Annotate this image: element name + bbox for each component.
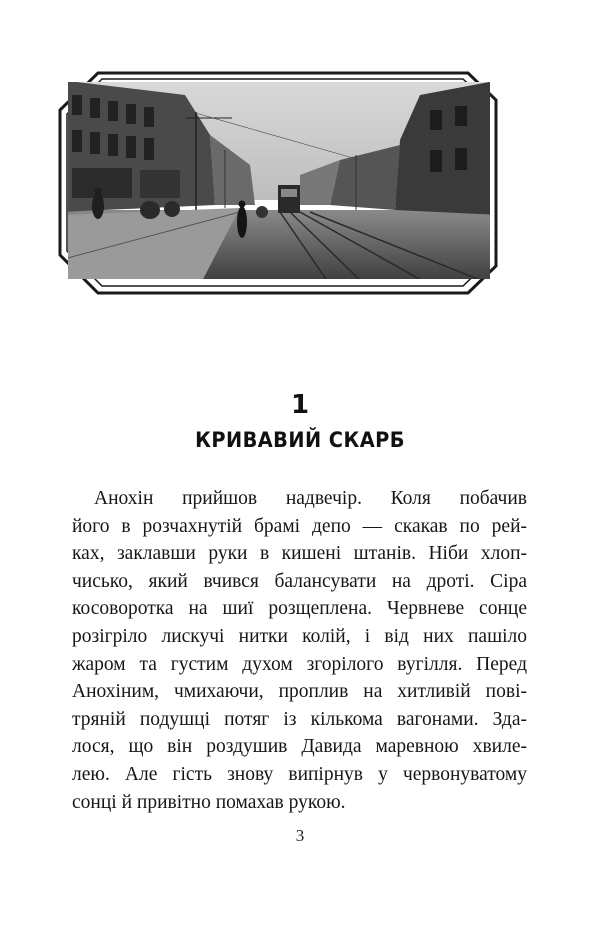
paragraph-line: його в розчахнутій брамі депо — скакав по рей- bbox=[72, 515, 527, 537]
paragraph-line: розігріло лискучі нитки колій, і від них пашіло bbox=[72, 625, 527, 647]
paragraph-line: лося, що він роздушив Давида маревною хвиле- bbox=[72, 736, 527, 758]
chapter-number: 1 bbox=[290, 390, 310, 420]
paragraph-line: лею. Але гість знову випірнув у червонуватому bbox=[72, 763, 527, 785]
paragraph-line: тряній подушці потяг із кількома вагонами. Зда- bbox=[72, 708, 527, 730]
chapter-paragraph bbox=[72, 485, 527, 816]
paragraph-line: Анохіним, чмихаючи, проплив на хитливій пові- bbox=[72, 681, 527, 703]
chapter-title: КРИВАВИЙ СКАРБ bbox=[195, 428, 405, 452]
street-photo bbox=[60, 80, 500, 285]
paragraph-line: жаром та густим духом згорілого вугілля. Перед bbox=[72, 653, 527, 675]
paragraph-line: ках, заклавши руки в кишені штанів. Ніби хлоп- bbox=[72, 543, 527, 565]
illustration-frame bbox=[0, 0, 600, 300]
paragraph-line: сонці й привітно помахав рукою. bbox=[72, 791, 346, 813]
page-number: 3 bbox=[295, 826, 305, 845]
paragraph-line: чисько, який вчився балансувати на дроті. Сіра bbox=[72, 570, 527, 592]
paragraph-line: Анохін прийшов надвечір. Коля побачив bbox=[94, 488, 527, 509]
paragraph-line: косоворотка на шиї розщеплена. Червневе сонце bbox=[72, 598, 527, 620]
